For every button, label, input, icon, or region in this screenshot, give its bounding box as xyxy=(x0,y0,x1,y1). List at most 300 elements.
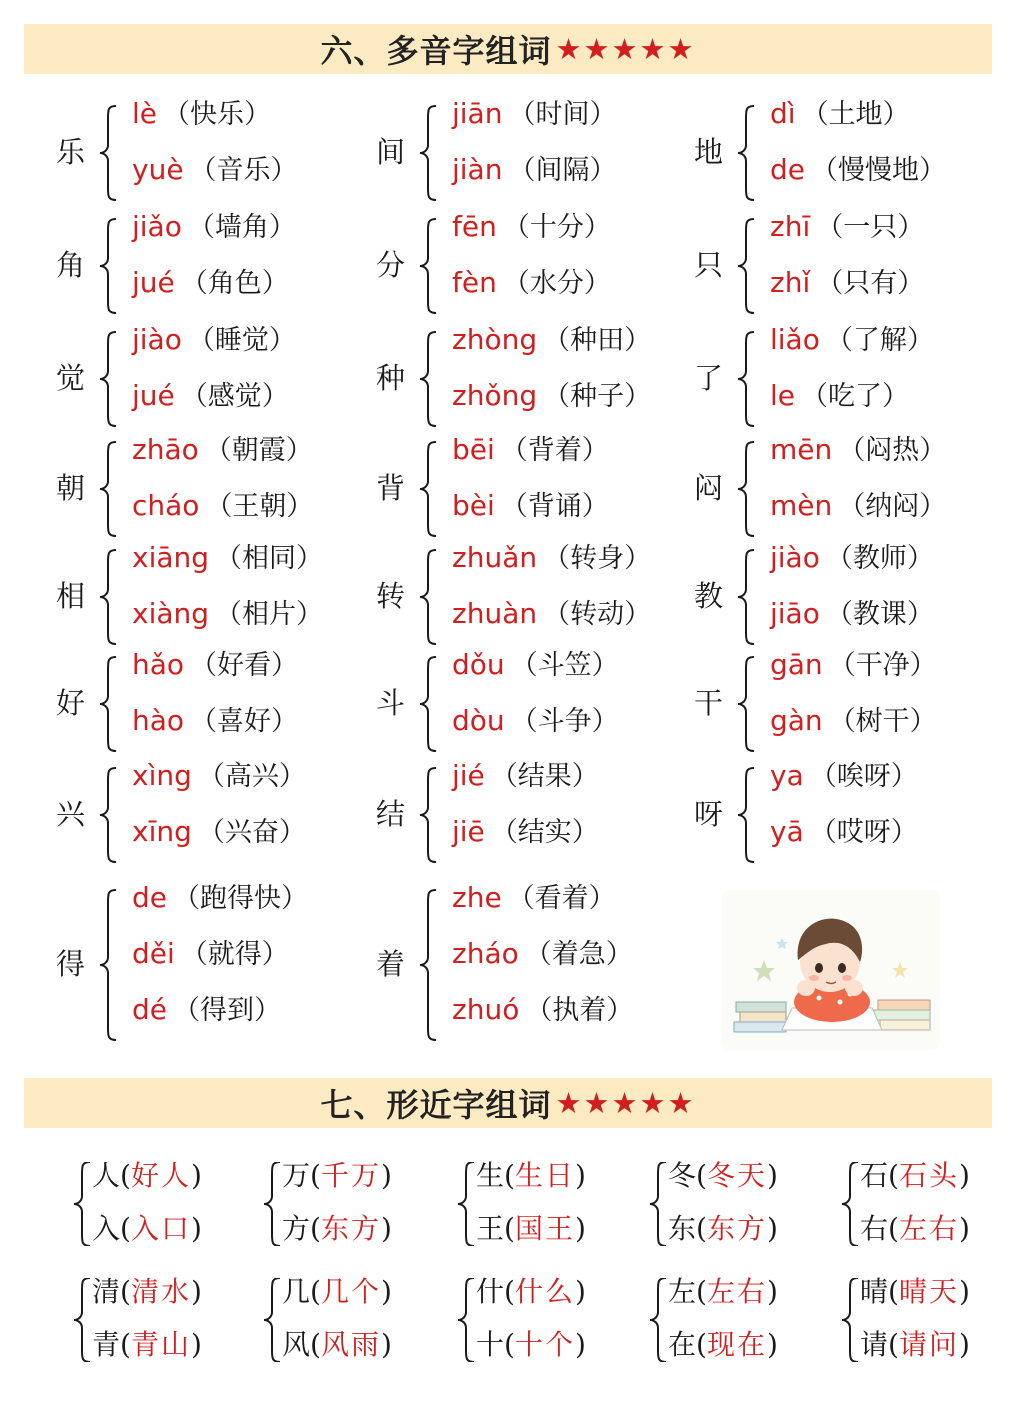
reading-line xyxy=(132,536,323,575)
similar-word: 现在 xyxy=(706,1328,767,1361)
brace-icon xyxy=(100,106,120,200)
close-paren: ) xyxy=(190,1275,202,1308)
brace-icon xyxy=(738,768,758,862)
example-word: （纳闷） xyxy=(838,491,947,522)
section7-banner xyxy=(24,1078,992,1128)
similar-row xyxy=(282,1154,392,1194)
polyphone-character: 好 xyxy=(56,686,86,720)
polyphone-character: 分 xyxy=(376,248,406,282)
similar-character: 在 xyxy=(668,1328,697,1361)
pinyin: hǎo xyxy=(132,648,185,681)
reading-line xyxy=(770,148,946,187)
example-word: （感觉） xyxy=(180,381,289,412)
similar-character: 什 xyxy=(476,1275,505,1308)
reading-line xyxy=(132,643,298,682)
close-paren: ) xyxy=(190,1328,202,1361)
pinyin: bèi xyxy=(452,489,495,522)
example-word: （种田） xyxy=(543,325,652,356)
polyphone-character: 着 xyxy=(376,947,406,981)
brace-icon xyxy=(650,1162,670,1246)
brace-icon xyxy=(100,657,120,751)
polyphone-character: 只 xyxy=(694,248,724,282)
similar-word: 入口 xyxy=(130,1212,191,1245)
polyphone-character: 干 xyxy=(694,686,724,720)
example-word: （背诵） xyxy=(500,491,609,522)
pinyin: zhī xyxy=(770,210,811,243)
pinyin: fēn xyxy=(452,210,497,243)
example-word: （教师） xyxy=(825,543,934,574)
pinyin: zhuǎn xyxy=(452,541,538,574)
brace-icon xyxy=(738,657,758,751)
example-word: （时间） xyxy=(508,99,617,130)
similar-character: 青 xyxy=(92,1328,121,1361)
similar-row xyxy=(668,1154,778,1194)
similar-character: 风 xyxy=(282,1328,311,1361)
reading-line xyxy=(770,92,910,131)
pinyin: dì xyxy=(770,97,796,130)
brace-icon xyxy=(738,106,758,200)
pinyin: jiē xyxy=(452,815,485,848)
polyphone-character: 闷 xyxy=(694,471,724,505)
polyphone-character: 了 xyxy=(694,361,724,395)
boy-studying-illustration xyxy=(722,890,940,1050)
example-word: （音乐） xyxy=(189,155,298,186)
example-word: （朝霞） xyxy=(204,435,313,466)
polyphone-character: 呀 xyxy=(694,797,724,831)
pinyin: de xyxy=(132,881,167,914)
example-word: （斗争） xyxy=(510,706,619,737)
reading-line xyxy=(770,592,934,631)
brace-icon xyxy=(420,442,440,536)
reading-line xyxy=(132,988,281,1027)
similar-character: 冬 xyxy=(668,1159,697,1192)
example-word: （跑得快） xyxy=(173,883,308,914)
reading-line xyxy=(132,92,271,131)
pinyin: yuè xyxy=(132,153,184,186)
close-paren: ) xyxy=(380,1328,392,1361)
pinyin: dé xyxy=(132,993,167,1026)
pinyin: jiàn xyxy=(452,153,503,186)
reading-line xyxy=(132,810,306,849)
example-word: （着急） xyxy=(524,939,633,970)
similar-character: 请 xyxy=(860,1328,889,1361)
brace-icon xyxy=(264,1278,284,1362)
brace-icon xyxy=(100,550,120,644)
polyphone-character: 教 xyxy=(694,579,724,613)
close-paren: ) xyxy=(766,1212,778,1245)
pinyin: zhuó xyxy=(452,993,520,1026)
reading-line xyxy=(452,988,633,1027)
similar-character: 人 xyxy=(92,1159,121,1192)
reading-line xyxy=(452,148,616,187)
example-word: （了解） xyxy=(825,325,934,356)
similar-row xyxy=(476,1270,586,1310)
example-word: （墙角） xyxy=(187,212,296,243)
example-word: （相片） xyxy=(215,599,324,630)
open-paren: ( xyxy=(888,1275,899,1308)
example-word: （间隔） xyxy=(508,155,617,186)
close-paren: ) xyxy=(958,1328,970,1361)
pinyin: lè xyxy=(132,97,158,130)
similar-word: 请问 xyxy=(898,1328,959,1361)
close-paren: ) xyxy=(574,1328,586,1361)
reading-line xyxy=(770,643,937,682)
open-paren: ( xyxy=(120,1328,131,1361)
similar-character: 王 xyxy=(476,1212,505,1245)
close-paren: ) xyxy=(958,1159,970,1192)
example-word: （快乐） xyxy=(163,99,272,130)
polyphone-character: 得 xyxy=(56,947,86,981)
reading-line xyxy=(452,699,619,738)
reading-line xyxy=(132,699,298,738)
pinyin: xīng xyxy=(132,815,192,848)
reading-line xyxy=(132,261,289,300)
reading-line xyxy=(452,261,611,300)
example-word: （慢慢地） xyxy=(811,155,946,186)
example-word: （背着） xyxy=(500,435,609,466)
section6-stars: ★★★★★ xyxy=(555,32,696,66)
similar-word: 石头 xyxy=(898,1159,959,1192)
pinyin: ya xyxy=(770,759,804,792)
pinyin: jué xyxy=(132,266,175,299)
pinyin: xiàng xyxy=(132,597,210,630)
similar-word: 千万 xyxy=(320,1159,381,1192)
open-paren: ( xyxy=(504,1159,515,1192)
similar-word: 清水 xyxy=(130,1275,191,1308)
reading-line xyxy=(770,754,918,793)
polyphone-character: 转 xyxy=(376,579,406,613)
reading-line xyxy=(452,810,599,849)
brace-icon xyxy=(842,1162,862,1246)
similar-word: 风雨 xyxy=(320,1328,381,1361)
reading-line xyxy=(132,148,298,187)
polyphone-character: 结 xyxy=(376,797,406,831)
pinyin: hào xyxy=(132,704,185,737)
close-paren: ) xyxy=(190,1159,202,1192)
example-word: （闷热） xyxy=(838,435,947,466)
similar-row xyxy=(476,1323,586,1363)
similar-word: 青山 xyxy=(130,1328,191,1361)
open-paren: ( xyxy=(120,1275,131,1308)
similar-word: 冬天 xyxy=(706,1159,767,1192)
example-word: （干净） xyxy=(828,650,937,681)
reading-line xyxy=(452,932,633,971)
reading-line xyxy=(452,205,611,244)
reading-line xyxy=(770,318,934,357)
polyphone-character: 相 xyxy=(56,579,86,613)
similar-word: 国王 xyxy=(514,1212,575,1245)
pinyin: jué xyxy=(132,379,175,412)
similar-row xyxy=(668,1323,778,1363)
example-word: （执着） xyxy=(525,995,634,1026)
example-word: （得到） xyxy=(173,995,281,1026)
pinyin: jiào xyxy=(132,323,182,356)
reading-line xyxy=(132,876,308,915)
similar-row xyxy=(860,1154,970,1194)
open-paren: ( xyxy=(310,1275,321,1308)
example-word: （好看） xyxy=(190,650,299,681)
pinyin: zhǒng xyxy=(452,379,538,412)
open-paren: ( xyxy=(696,1212,707,1245)
pinyin: de xyxy=(770,153,805,186)
example-word: （斗笠） xyxy=(510,650,619,681)
similar-row xyxy=(92,1270,202,1310)
brace-icon xyxy=(420,106,440,200)
similar-word: 什么 xyxy=(514,1275,575,1308)
example-word: （看着） xyxy=(507,883,616,914)
reading-line xyxy=(452,318,651,357)
pinyin: xìng xyxy=(132,759,192,792)
brace-icon xyxy=(100,219,120,313)
open-paren: ( xyxy=(120,1212,131,1245)
similar-character: 晴 xyxy=(860,1275,889,1308)
reading-line xyxy=(132,932,289,971)
pinyin: le xyxy=(770,379,796,412)
open-paren: ( xyxy=(696,1275,707,1308)
similar-row xyxy=(92,1323,202,1363)
brace-icon xyxy=(74,1278,94,1362)
similar-word: 十个 xyxy=(514,1328,575,1361)
polyphone-character: 斗 xyxy=(376,686,406,720)
polyphone-character: 乐 xyxy=(56,135,86,169)
example-word: （高兴） xyxy=(197,761,306,792)
close-paren: ) xyxy=(574,1212,586,1245)
similar-word: 东方 xyxy=(320,1212,381,1245)
reading-line xyxy=(770,484,946,523)
close-paren: ) xyxy=(380,1275,392,1308)
brace-icon xyxy=(420,219,440,313)
example-word: （种子） xyxy=(543,381,652,412)
similar-word: 几个 xyxy=(320,1275,381,1308)
similar-character: 十 xyxy=(476,1328,505,1361)
example-word: （王朝） xyxy=(205,491,314,522)
reading-line xyxy=(452,643,619,682)
polyphone-character: 兴 xyxy=(56,797,86,831)
similar-row xyxy=(860,1323,970,1363)
reading-line xyxy=(132,592,323,631)
similar-character: 几 xyxy=(282,1275,311,1308)
example-word: （相同） xyxy=(215,543,324,574)
similar-row xyxy=(668,1207,778,1247)
reading-line xyxy=(132,205,296,244)
section7-title: 七、形近字组词 xyxy=(320,1086,552,1124)
example-word: （转动） xyxy=(543,599,652,630)
similar-character: 方 xyxy=(282,1212,311,1245)
open-paren: ( xyxy=(888,1212,899,1245)
close-paren: ) xyxy=(574,1275,586,1308)
reading-line xyxy=(770,536,934,575)
reading-line xyxy=(770,699,937,738)
example-word: （吃了） xyxy=(801,381,910,412)
brace-icon xyxy=(458,1278,478,1362)
example-word: （土地） xyxy=(801,99,910,130)
reading-line xyxy=(132,318,296,357)
pinyin: zhòng xyxy=(452,323,538,356)
polyphone-character: 角 xyxy=(56,248,86,282)
polyphone-character: 背 xyxy=(376,471,406,505)
similar-word: 左右 xyxy=(898,1212,959,1245)
example-word: （结实） xyxy=(490,817,599,848)
reading-line xyxy=(132,428,313,467)
example-word: （只有） xyxy=(816,268,925,299)
similar-row xyxy=(282,1270,392,1310)
brace-icon xyxy=(420,550,440,644)
open-paren: ( xyxy=(310,1328,321,1361)
reading-line xyxy=(452,754,599,793)
brace-icon xyxy=(738,550,758,644)
brace-icon xyxy=(738,442,758,536)
open-paren: ( xyxy=(888,1159,899,1192)
brace-icon xyxy=(738,332,758,426)
brace-icon xyxy=(458,1162,478,1246)
brace-icon xyxy=(738,219,758,313)
reading-line xyxy=(132,484,313,523)
section7-stars: ★★★★★ xyxy=(555,1086,696,1120)
brace-icon xyxy=(650,1278,670,1362)
similar-row xyxy=(860,1270,970,1310)
open-paren: ( xyxy=(310,1212,321,1245)
open-paren: ( xyxy=(504,1328,515,1361)
pinyin: dòu xyxy=(452,704,505,737)
example-word: （水分） xyxy=(502,268,611,299)
reading-line xyxy=(452,92,616,131)
close-paren: ) xyxy=(190,1212,202,1245)
example-word: （喜好） xyxy=(190,706,299,737)
pinyin: dǒu xyxy=(452,648,505,681)
section6-banner xyxy=(24,24,992,74)
reading-line xyxy=(770,428,946,467)
close-paren: ) xyxy=(958,1212,970,1245)
pinyin: zháo xyxy=(452,937,519,970)
polyphone-character: 地 xyxy=(694,135,724,169)
pinyin: zhǐ xyxy=(770,266,811,299)
open-paren: ( xyxy=(696,1328,707,1361)
open-paren: ( xyxy=(888,1328,899,1361)
similar-row xyxy=(476,1154,586,1194)
reading-line xyxy=(770,261,924,300)
reading-line xyxy=(452,374,651,413)
pinyin: jiǎo xyxy=(132,210,182,243)
reading-line xyxy=(770,374,909,413)
close-paren: ) xyxy=(766,1275,778,1308)
similar-row xyxy=(860,1207,970,1247)
open-paren: ( xyxy=(120,1159,131,1192)
example-word: （兴奋） xyxy=(197,817,306,848)
brace-icon xyxy=(100,768,120,862)
similar-word: 左右 xyxy=(706,1275,767,1308)
example-word: （树干） xyxy=(828,706,937,737)
example-word: （结果） xyxy=(490,761,599,792)
brace-icon xyxy=(264,1162,284,1246)
pinyin: yā xyxy=(770,815,804,848)
reading-line xyxy=(452,428,609,467)
polyphone-character: 朝 xyxy=(56,471,86,505)
open-paren: ( xyxy=(696,1159,707,1192)
similar-row xyxy=(92,1154,202,1194)
brace-icon xyxy=(100,442,120,536)
pinyin: liǎo xyxy=(770,323,820,356)
pinyin: zhe xyxy=(452,881,502,914)
similar-character: 入 xyxy=(92,1212,121,1245)
pinyin: xiāng xyxy=(132,541,210,574)
close-paren: ) xyxy=(380,1212,392,1245)
similar-character: 万 xyxy=(282,1159,311,1192)
example-word: （唉呀） xyxy=(809,761,918,792)
example-word: （睡觉） xyxy=(187,325,296,356)
reading-line xyxy=(132,374,289,413)
example-word: （十分） xyxy=(502,212,611,243)
similar-row xyxy=(92,1207,202,1247)
close-paren: ) xyxy=(574,1159,586,1192)
similar-character: 左 xyxy=(668,1275,697,1308)
pinyin: jiān xyxy=(452,97,503,130)
brace-icon xyxy=(420,657,440,751)
pinyin: fèn xyxy=(452,266,497,299)
polyphone-character: 种 xyxy=(376,361,406,395)
pinyin: bēi xyxy=(452,433,495,466)
pinyin: jié xyxy=(452,759,485,792)
pinyin: mèn xyxy=(770,489,833,522)
pinyin: děi xyxy=(132,937,175,970)
similar-word: 东方 xyxy=(706,1212,767,1245)
reading-line xyxy=(452,592,651,631)
brace-icon xyxy=(420,890,440,1040)
reading-line xyxy=(770,205,924,244)
reading-line xyxy=(132,754,306,793)
close-paren: ) xyxy=(766,1328,778,1361)
similar-word: 好人 xyxy=(130,1159,191,1192)
close-paren: ) xyxy=(766,1159,778,1192)
similar-character: 生 xyxy=(476,1159,505,1192)
example-word: （一只） xyxy=(816,212,925,243)
similar-character: 石 xyxy=(860,1159,889,1192)
brace-icon xyxy=(74,1162,94,1246)
open-paren: ( xyxy=(504,1275,515,1308)
reading-line xyxy=(452,536,651,575)
pinyin: gān xyxy=(770,648,823,681)
example-word: （就得） xyxy=(180,939,289,970)
close-paren: ) xyxy=(380,1159,392,1192)
close-paren: ) xyxy=(958,1275,970,1308)
reading-line xyxy=(452,876,616,915)
pinyin: zhuàn xyxy=(452,597,538,630)
reading-line xyxy=(770,810,918,849)
brace-icon xyxy=(420,332,440,426)
pinyin: zhāo xyxy=(132,433,199,466)
brace-icon xyxy=(100,332,120,426)
pinyin: jiào xyxy=(770,541,820,574)
example-word: （转身） xyxy=(543,543,652,574)
polyphone-character: 觉 xyxy=(56,361,86,395)
section6-title: 六、多音字组词 xyxy=(320,32,552,70)
brace-icon xyxy=(100,890,120,1040)
open-paren: ( xyxy=(310,1159,321,1192)
pinyin: gàn xyxy=(770,704,823,737)
brace-icon xyxy=(420,768,440,862)
brace-icon xyxy=(842,1278,862,1362)
similar-character: 清 xyxy=(92,1275,121,1308)
similar-word: 生日 xyxy=(514,1159,575,1192)
similar-row xyxy=(476,1207,586,1247)
example-word: （哎呀） xyxy=(809,817,918,848)
similar-row xyxy=(668,1270,778,1310)
similar-character: 右 xyxy=(860,1212,889,1245)
similar-word: 晴天 xyxy=(898,1275,959,1308)
similar-row xyxy=(282,1323,392,1363)
pinyin: jiāo xyxy=(770,597,820,630)
pinyin: mēn xyxy=(770,433,833,466)
example-word: （角色） xyxy=(180,268,289,299)
